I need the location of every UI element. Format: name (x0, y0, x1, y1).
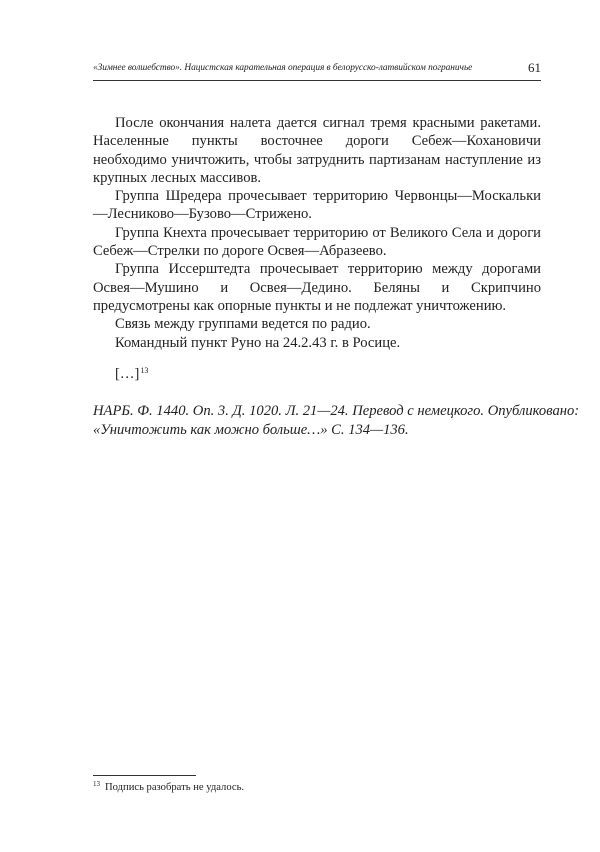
running-header (93, 60, 541, 80)
main-text (93, 114, 541, 352)
footnote-rule (93, 775, 196, 776)
omission-mark (115, 366, 148, 383)
footnote (93, 780, 244, 793)
source-note (93, 402, 580, 439)
source-line: НАРБ. Ф. 1440. Оп. 3. Д. 1020. Л. 21—24. Перевод с немецкого. Опубликовано: (93, 403, 580, 419)
paragraph: Группа Шредера прочесывает территорию Червонцы—Москальки—Лесниково—Бузово—Стрижено. (93, 188, 541, 223)
paragraph: Группа Иссерштедта прочесывает территорию между дорогами Освея—Мушино и Освея—Дедино. Беляны и Скрипчино предусмотрены как опорные пункты и не подлежат уничтожению. (93, 261, 541, 314)
footnote-number: 13 (93, 780, 100, 788)
running-title: «Зимнее волшебство». Нацистская карательная операция в белорусско-латвийском пограничье (93, 63, 473, 73)
footnote-text: Подпись разобрать не удалось. (105, 782, 245, 793)
paragraph: После окончания налета дается сигнал тремя красными ракетами. Населенные пункты восточнее дороги Себеж—Кохановичи необходимо уничтожить, чтобы затруднить партизанам наступление из крупных лесных массивов. (93, 115, 541, 186)
omission-text: […] (115, 366, 140, 382)
paragraph: Связь между группами ведется по радио. (115, 316, 371, 333)
header-rule (93, 80, 541, 81)
paragraph: Командный пункт Руно на 24.2.43 г. в Росице. (115, 334, 401, 351)
paragraph: Группа Кнехта прочесывает территорию от Великого Села и дороги Себеж—Стрелки по дороге Освея—Абразеево. (93, 224, 541, 260)
source-line: «Уничтожить как можно больше…» С. 134—136. (93, 421, 409, 438)
page-number: 61 (528, 60, 541, 75)
footnote-reference: 13 (140, 366, 149, 375)
